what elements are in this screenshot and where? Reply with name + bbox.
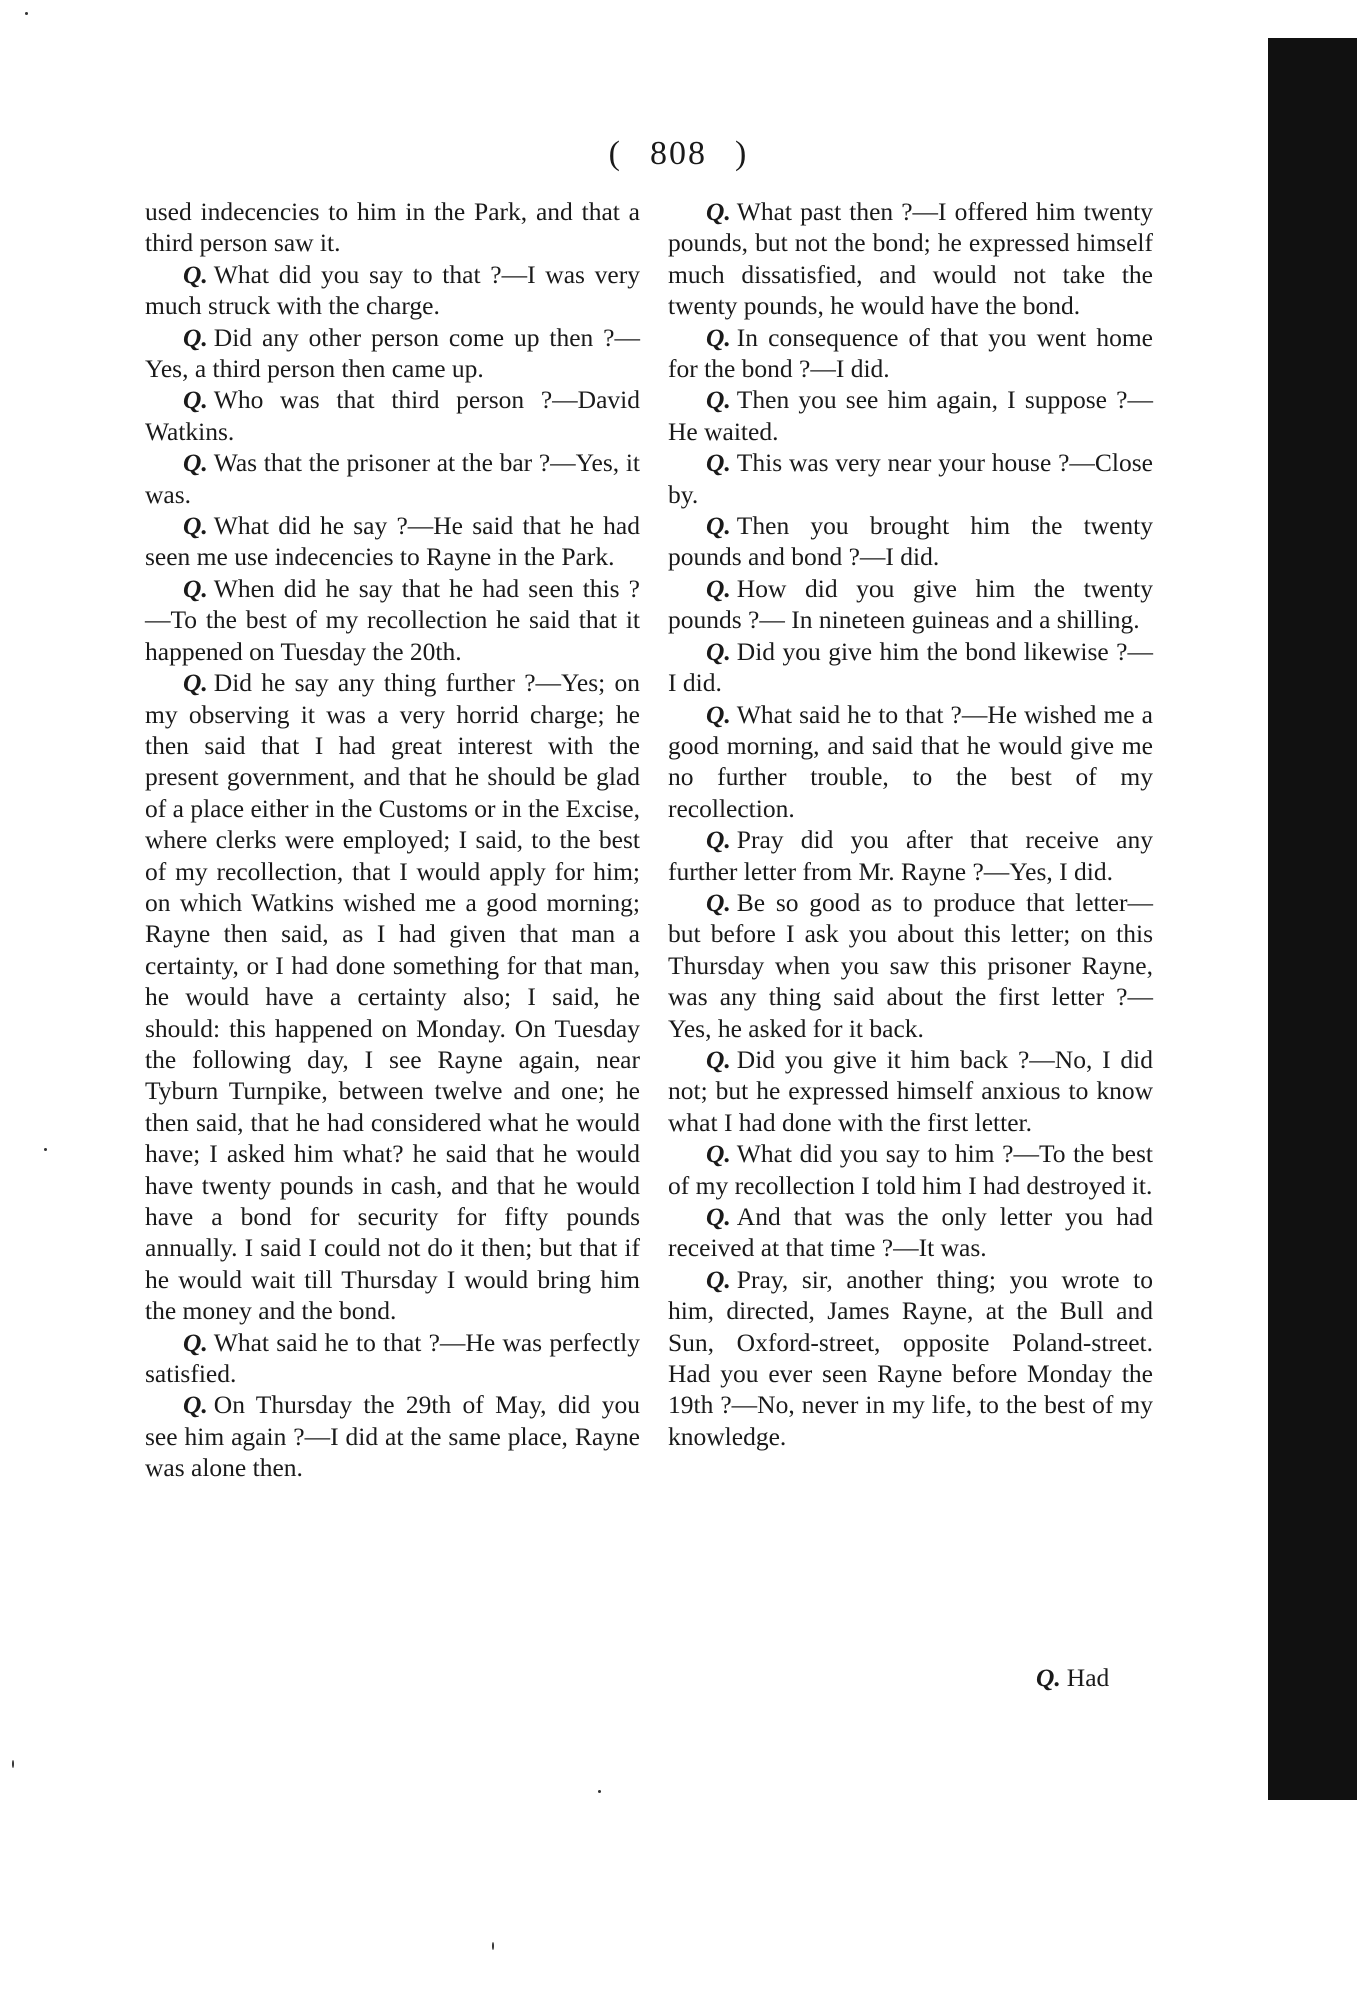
question-marker: Q. xyxy=(706,1202,731,1231)
paragraph xyxy=(145,510,640,573)
paragraph xyxy=(668,573,1153,636)
paragraph-text: This was very near your house ?—Close by. xyxy=(668,448,1153,509)
question-marker: Q. xyxy=(706,448,731,478)
question-marker: Q. xyxy=(183,259,208,289)
paragraph xyxy=(668,1044,1153,1138)
paragraph-text: Then you brought him the twenty pounds and bond ?—I did. xyxy=(668,511,1153,572)
paragraph xyxy=(145,1327,640,1390)
question-marker: Q. xyxy=(706,197,731,226)
paragraph xyxy=(668,824,1153,887)
paragraph xyxy=(145,573,640,667)
question-marker: Q. xyxy=(183,448,208,478)
question-marker: Q. xyxy=(183,573,208,603)
paragraph-text: Did he say any thing further ?—Yes; on my observing it was a very horrid charge; he then said that I had great interest with the present government, and that he should be glad of a place either in the Customs or in the Excise, where clerks were employed; I said, to the best of my recollection, that I would apply for him; on which Watkins wished me a good morning; Rayne then said, as I had given that man a certainty, or I had done something for that man, he would have a certainty also; I said, he should: this happened on Monday. On Tuesday the following day, I see Rayne again, near Tyburn Turnpike, between twelve and one; he then said, that he had considered what he would have; I asked him what? he said that he would have twenty pounds in cash, and that he would have a bond for security for fifty pounds annually. I said I could not do it then; but that if he would wait till Thursday I would bring him the money and the bond. xyxy=(145,668,640,1326)
question-marker: Q. xyxy=(706,511,731,541)
paragraph xyxy=(668,699,1153,825)
catchword xyxy=(1036,1663,1109,1693)
paragraph xyxy=(145,196,640,259)
question-marker: Q. xyxy=(706,887,731,917)
question-marker: Q. xyxy=(183,1390,208,1420)
paragraph-text: What said he to that ?—He was perfectly satisfied. xyxy=(145,1327,640,1389)
paragraph-text: Then you see him again, I suppose ?—He waited. xyxy=(668,385,1153,446)
paragraph xyxy=(668,510,1153,573)
paragraph-text: Pray did you after that receive any further letter from Mr. Rayne ?—Yes, I did. xyxy=(668,825,1153,886)
question-marker: Q. xyxy=(706,699,731,729)
paragraph-text: Was that the prisoner at the bar ?—Yes, it was. xyxy=(145,448,640,509)
paragraph-text: And that was the only letter you had received at that time ?—It was. xyxy=(668,1202,1153,1263)
paragraph-text: When did he say that he had seen this ?—To the best of my recollection he said that it happened on Tuesday the 20th. xyxy=(145,573,640,666)
paragraph xyxy=(668,1138,1153,1201)
paren-close: ) xyxy=(735,135,749,172)
question-marker: Q. xyxy=(1036,1663,1061,1692)
paragraph xyxy=(145,667,640,1327)
paragraph-text: What did you say to him ?—To the best of my recollection I told him I had destroyed it. xyxy=(668,1139,1153,1200)
paragraph-text: Be so good as to produce that letter—but before I ask you about this letter; on this Thursday when you saw this prisoner Rayne, was any thing said about the first letter ?— Yes, he asked for it back. xyxy=(668,887,1153,1043)
paragraph-text: Did any other person come up then ?—Yes, a third person then came up. xyxy=(145,322,640,384)
paragraph-text: In consequence of that you went home for the bond ?—I did. xyxy=(668,322,1153,384)
paragraph-text: What did he say ?—He said that he had seen me use indecencies to Rayne in the Park. xyxy=(145,511,640,572)
scan-speck xyxy=(598,1790,601,1793)
question-marker: Q. xyxy=(183,668,208,698)
paragraph xyxy=(145,259,640,322)
paragraph xyxy=(668,447,1153,510)
question-marker: Q. xyxy=(706,322,731,352)
paragraph-text: Did you give it him back ?—No, I did not; but he expressed himself anxious to know what I had done with the first letter. xyxy=(668,1044,1153,1137)
scan-speck xyxy=(492,1942,494,1950)
question-marker: Q. xyxy=(706,1139,731,1169)
catchword-text: Had xyxy=(1066,1663,1110,1692)
paragraph-text: Who was that third person ?—David Watkins. xyxy=(145,385,640,446)
paragraph-text: Did you give him the bond likewise ?—I did. xyxy=(668,636,1153,698)
question-marker: Q. xyxy=(706,1264,731,1294)
question-marker: Q. xyxy=(183,511,208,541)
question-marker: Q. xyxy=(706,573,731,603)
paragraph-text: Pray, sir, another thing; you wrote to him, directed, James Rayne, at the Bull and Sun, Oxford-street, opposite Poland-street. Had you ever seen Rayne before Monday the 19th ?—No, never in my life, to the best of my knowledge. xyxy=(668,1264,1153,1451)
paragraph-text: What said he to that ?—He wished me a good morning, and said that he would give me no further trouble, to the best of my recollection. xyxy=(668,699,1153,823)
paragraph xyxy=(145,384,640,447)
paragraph xyxy=(668,322,1153,385)
paragraph-text: On Thursday the 29th of May, did you see him again ?—I did at the same place, Rayne was alone then. xyxy=(145,1390,640,1483)
question-marker: Q. xyxy=(706,636,731,666)
paragraph xyxy=(668,1201,1153,1264)
left-column xyxy=(145,196,640,1484)
question-marker: Q. xyxy=(706,825,731,855)
paren-open: ( xyxy=(608,135,622,172)
paragraph xyxy=(145,322,640,385)
question-marker: Q. xyxy=(183,322,208,352)
paragraph xyxy=(668,636,1153,699)
question-marker: Q. xyxy=(706,1044,731,1074)
page-header xyxy=(0,135,1357,173)
scan-edge-bar xyxy=(1268,38,1357,1800)
scan-speck xyxy=(44,1148,47,1151)
question-marker: Q. xyxy=(183,385,208,415)
paragraph xyxy=(668,1264,1153,1452)
scan-speck xyxy=(25,12,28,15)
question-marker: Q. xyxy=(183,1327,208,1357)
paragraph xyxy=(668,887,1153,1044)
paragraph-text: used indecencies to him in the Park, and that a third person saw it. xyxy=(145,197,640,258)
paragraph xyxy=(145,447,640,510)
paragraph-text: What did you say to that ?—I was very much struck with the charge. xyxy=(145,259,640,321)
question-marker: Q. xyxy=(706,385,731,415)
paragraph xyxy=(668,384,1153,447)
paragraph xyxy=(668,196,1153,322)
scan-speck xyxy=(12,1760,14,1768)
paragraph-text: How did you give him the twenty pounds ?— In nineteen guineas and a shilling. xyxy=(668,573,1153,635)
paragraph-text: What past then ?—I offered him twenty pounds, but not the bond; he expressed himself much dissatisfied, and would not take the twenty pounds, he would have the bond. xyxy=(668,197,1153,321)
page-number: 808 xyxy=(650,135,707,172)
paragraph xyxy=(145,1389,640,1483)
right-column xyxy=(668,196,1153,1452)
